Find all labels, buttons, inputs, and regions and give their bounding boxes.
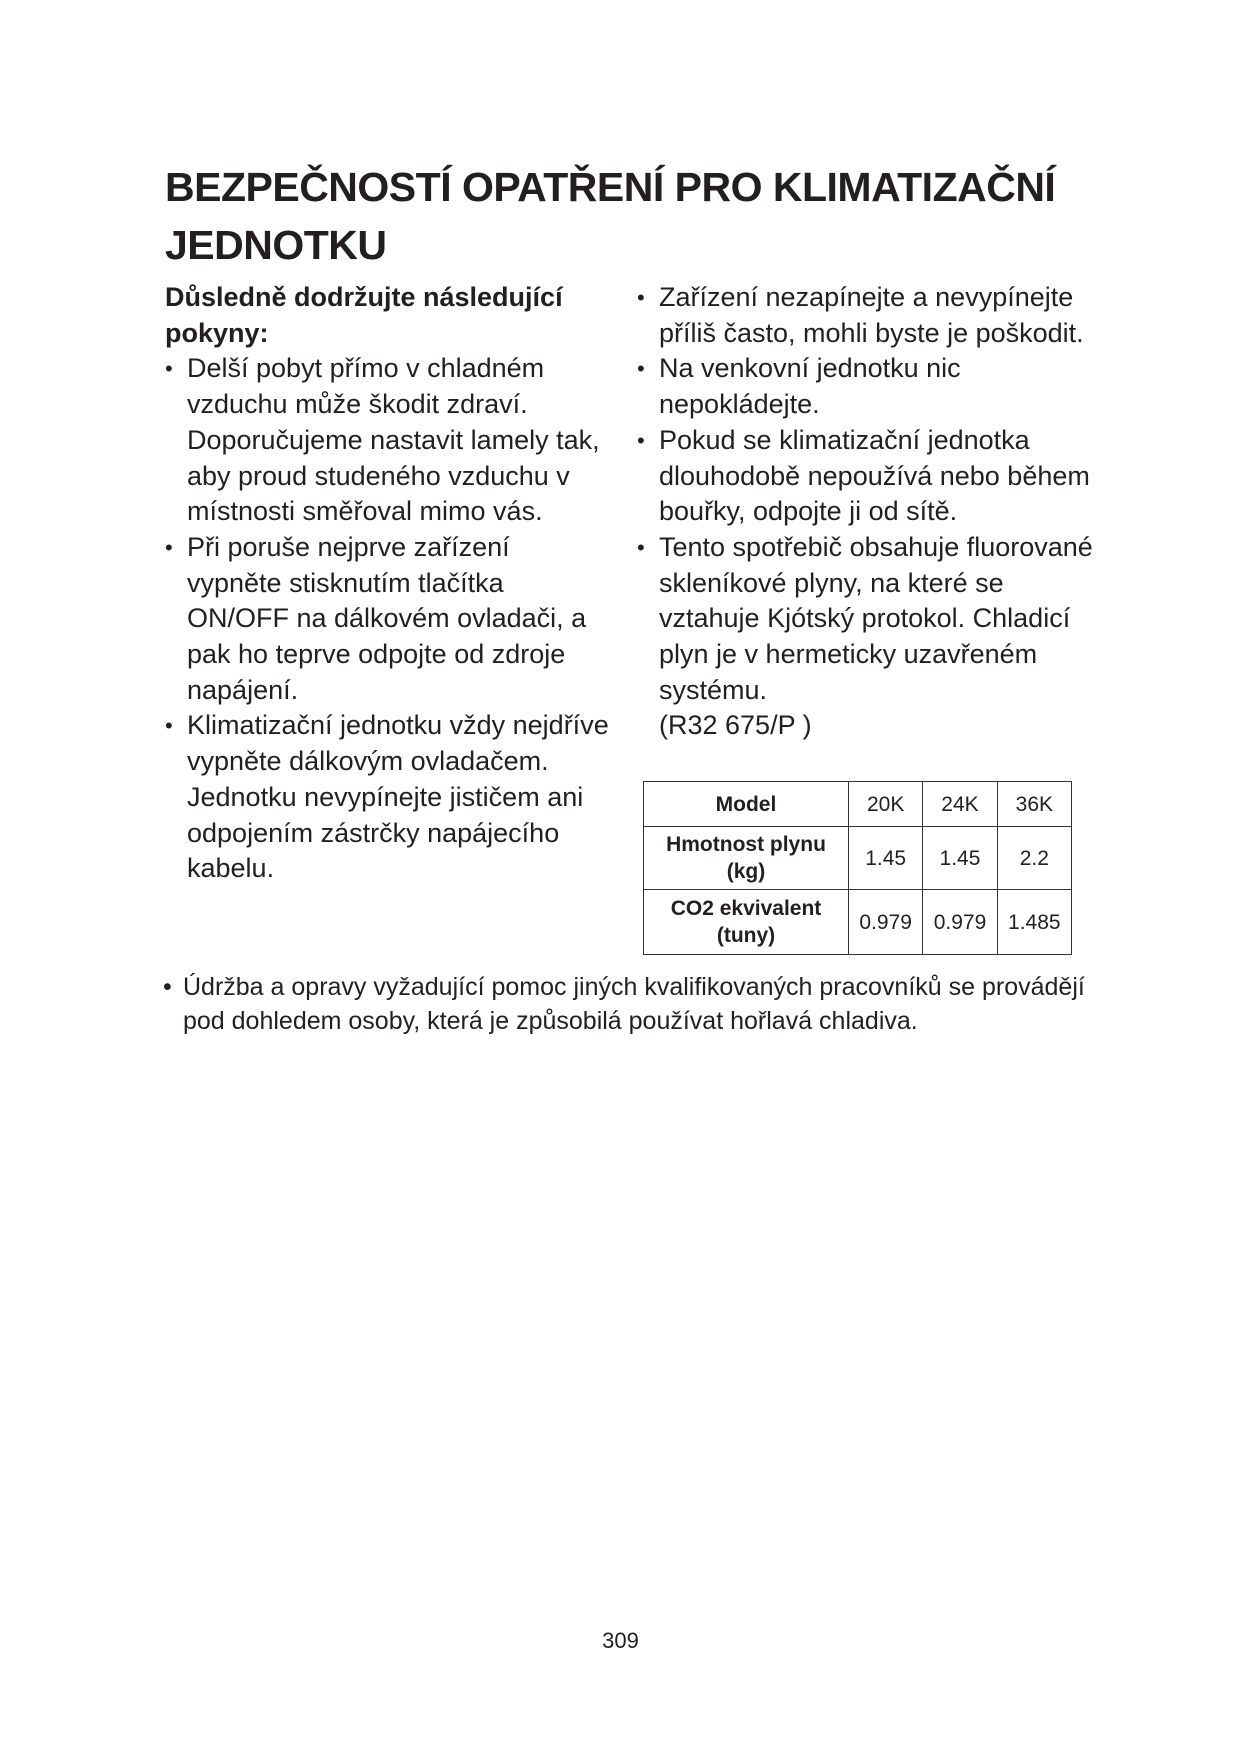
list-item: • Pokud se klimatizační jednotka dlouhodobě nepoužívá nebo během bouřky, odpojte ji od sítě. bbox=[637, 423, 1097, 530]
table-cell: 2.2 bbox=[997, 827, 1071, 890]
table-header-cell: 36K bbox=[997, 782, 1071, 827]
instructions-subheading: Důsledně dodržujte následující pokyny: bbox=[165, 282, 563, 348]
table-cell: 1.45 bbox=[849, 827, 923, 890]
table-header-row bbox=[644, 782, 1072, 827]
table-cell: 1.485 bbox=[997, 890, 1071, 955]
table-cell: 1.45 bbox=[923, 827, 997, 890]
table-row bbox=[644, 890, 1072, 955]
footnote bbox=[163, 970, 1103, 1038]
row-label: Hmotnost plynu (kg) bbox=[644, 827, 849, 890]
page-title: BEZPEČNOSTÍ OPATŘENÍ PRO KLIMATIZAČNÍ JEDNOTKU bbox=[165, 164, 1056, 268]
list-item: • Tento spotřebič obsahuje fluorované skleníkové plyny, na které se vztahuje Kjótský protokol. Chladicí plyn je v hermeticky uzavřeném systému. bbox=[637, 530, 1097, 709]
table-cell: 0.979 bbox=[849, 890, 923, 955]
table-header-cell: Model bbox=[644, 782, 849, 827]
right-column bbox=[637, 280, 1097, 744]
page-number: 309 bbox=[602, 1628, 639, 1653]
list-item: • Zařízení nezapínejte a nevypínejte příliš často, mohli byste je poškodit. bbox=[637, 280, 1097, 351]
gas-table bbox=[643, 781, 1072, 955]
list-item: • Delší pobyt přímo v chladném vzduchu může škodit zdraví. Doporučujeme nastavit lamely tak, aby proud studeného vzduchu v místnosti směřoval mimo vás. bbox=[165, 351, 610, 530]
table-header-cell: 24K bbox=[923, 782, 997, 827]
right-bullet-list bbox=[637, 280, 1097, 708]
refrigerant-note: (R32 675/P ) bbox=[659, 710, 812, 741]
table-cell: 0.979 bbox=[923, 890, 997, 955]
list-item: • Při poruše nejprve zařízení vypněte stisknutím tlačítka ON/OFF na dálkovém ovladači, a pak ho teprve odpojte od zdroje napájení. bbox=[165, 530, 610, 709]
left-column bbox=[165, 280, 610, 887]
footnote-text: Údržba a opravy vyžadující pomoc jiných kvalifikovaných pracovníků se provádějí pod dohledem osoby, která je způsobilá používat hořlavá chladiva. bbox=[183, 973, 1085, 1035]
table-row bbox=[644, 827, 1072, 890]
list-item: • Klimatizační jednotku vždy nejdříve vypněte dálkovým ovladačem. Jednotku nevypínejte jističem ani odpojením zástrčky napájecího kabelu. bbox=[165, 708, 610, 887]
list-item: • Na venkovní jednotku nic nepokládejte. bbox=[637, 351, 1097, 422]
footnote-bullet: • bbox=[163, 973, 172, 1001]
row-label: CO2 ekvivalent (tuny) bbox=[644, 890, 849, 955]
table-header-cell: 20K bbox=[849, 782, 923, 827]
left-bullet-list bbox=[165, 351, 610, 887]
